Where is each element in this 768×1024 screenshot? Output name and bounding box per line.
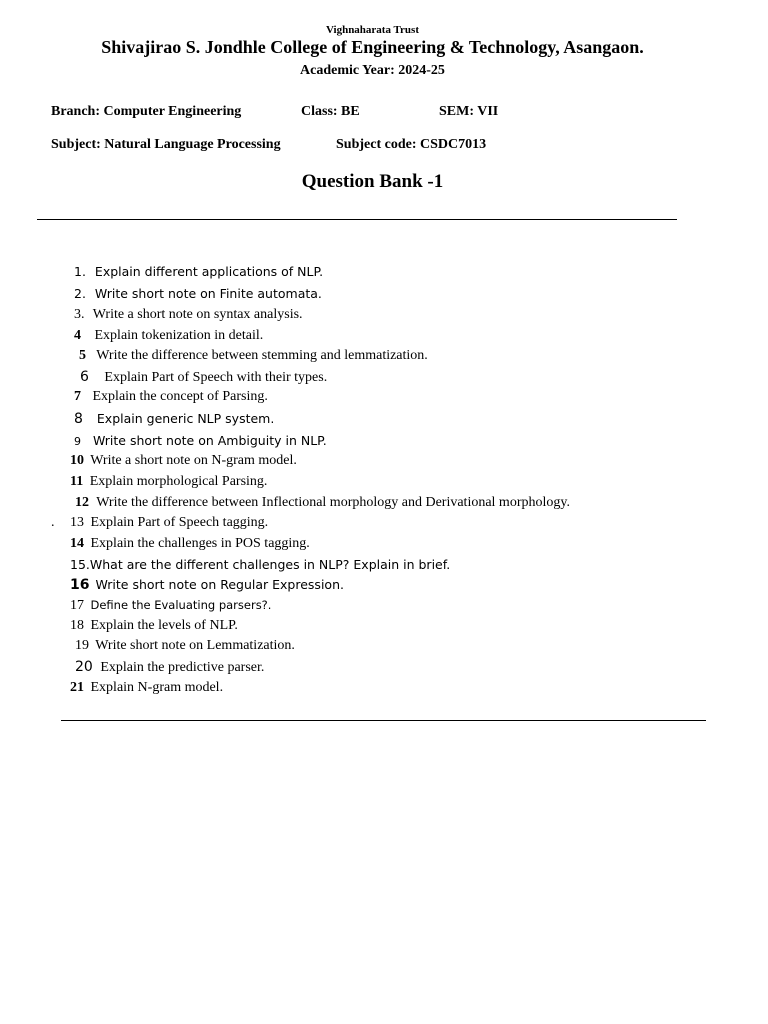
question-item [80, 369, 327, 386]
question-item [74, 433, 327, 448]
question-number: 16 [70, 577, 90, 593]
question-item [74, 411, 274, 427]
top-divider [37, 219, 677, 220]
question-number: 11 [70, 474, 84, 489]
question-number: 4 [74, 328, 81, 343]
question-text: Explain Part of Speech with their types. [104, 370, 328, 385]
college-name: Shivajirao S. Jondhle College of Engineering & Technology, Asangaon. [101, 37, 644, 57]
question-number: 14 [70, 536, 84, 551]
question-text: Explain morphological Parsing. [89, 474, 268, 489]
question-number: 12 [75, 495, 89, 510]
question-text: Write short note on Lemmatization. [95, 638, 295, 653]
trust-name: Vighnaharata Trust [325, 24, 419, 36]
question-item [79, 348, 428, 364]
question-number: 3. [74, 307, 85, 322]
question-number: 21 [70, 680, 84, 695]
question-text: Explain the predictive parser. [100, 660, 265, 675]
question-text: Define the Evaluating parsers?. [90, 598, 272, 612]
question-item [75, 495, 570, 511]
question-item [70, 577, 344, 593]
question-number: 13 [70, 515, 84, 530]
question-number: 7 [74, 389, 81, 404]
question-text: What are the different challenges in NLP? Explain in brief. [89, 557, 451, 572]
question-item [70, 453, 297, 469]
question-item [70, 598, 271, 614]
question-text: Explain tokenization in detail. [94, 328, 264, 343]
question-item [70, 557, 450, 572]
question-text: Explain N-gram model. [90, 680, 224, 695]
question-text: Write short note on Ambiguity in NLP. [92, 433, 327, 448]
question-number: 17 [70, 598, 84, 613]
question-item [75, 638, 295, 654]
question-item [70, 536, 310, 552]
question-number: 20 [75, 659, 93, 675]
question-item [75, 659, 264, 676]
question-number: 19 [75, 638, 89, 653]
question-text: Write the difference between Inflectional morphology and Derivational morphology. [96, 495, 570, 510]
question-text: Explain the concept of Parsing. [92, 389, 268, 404]
question-item [70, 515, 268, 531]
question-text: Explain the challenges in POS tagging. [90, 536, 310, 551]
subject-label: Subject: Natural Language Processing [51, 137, 281, 152]
question-number: 18 [70, 618, 84, 633]
question-number: 5 [79, 348, 86, 363]
question-number: 6 [80, 369, 89, 385]
question-text: Write short note on Finite automata. [94, 286, 322, 301]
subject-code-label: Subject code: CSDC7013 [336, 137, 487, 152]
question-number: 2. [74, 286, 86, 301]
question-item [74, 389, 268, 405]
question-item [70, 474, 267, 490]
question-item [70, 618, 238, 634]
question-text: Explain Part of Speech tagging. [90, 515, 269, 530]
question-number: 10 [70, 453, 84, 468]
question-text: Write a short note on N-gram model. [90, 453, 297, 468]
question-item [70, 680, 223, 696]
question-text: Explain generic NLP system. [96, 411, 275, 426]
academic-year: Academic Year: 2024-25 [300, 63, 445, 78]
question-item [74, 264, 323, 279]
class-label: Class: BE [301, 104, 360, 119]
question-item [74, 307, 303, 323]
sem-label: SEM: VII [439, 104, 499, 119]
question-number: 9 [74, 435, 81, 448]
stray-mark: . [51, 515, 55, 530]
question-text: Write a short note on syntax analysis. [92, 307, 303, 322]
question-item [74, 286, 322, 301]
question-number: 1. [74, 264, 86, 279]
branch-label: Branch: Computer Engineering [51, 104, 242, 119]
question-number: 8 [74, 411, 83, 427]
question-text: Write short note on Regular Expression. [95, 577, 344, 592]
question-text: Write the difference between stemming and lemmatization. [96, 348, 428, 363]
question-text: Explain the levels of NLP. [90, 618, 238, 633]
question-text: Explain different applications of NLP. [94, 264, 324, 279]
question-item [74, 328, 263, 344]
page-title: Question Bank -1 [301, 171, 444, 192]
question-number: 15. [70, 557, 90, 572]
bottom-divider [61, 720, 706, 721]
